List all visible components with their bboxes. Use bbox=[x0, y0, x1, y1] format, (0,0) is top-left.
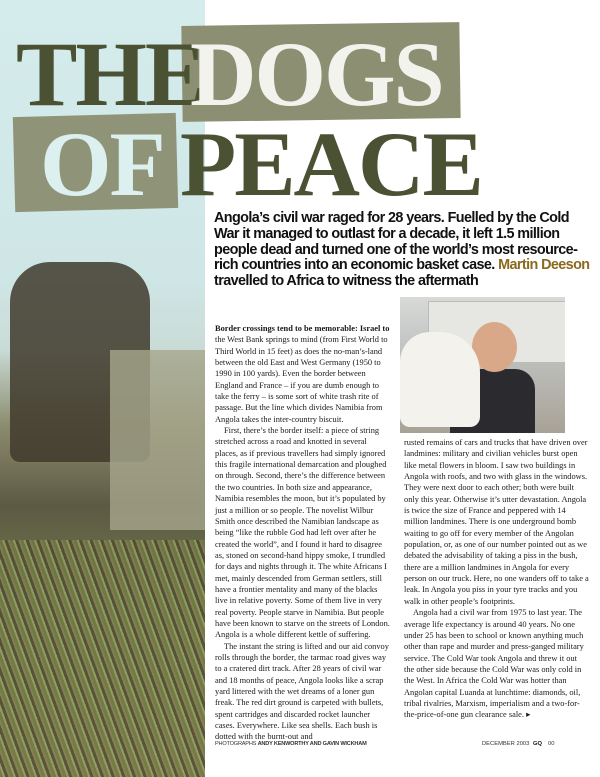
paragraph bbox=[215, 323, 390, 425]
folio bbox=[482, 741, 554, 747]
body-column-2 bbox=[404, 437, 589, 721]
credit-label: PHOTOGRAPHS bbox=[215, 741, 258, 747]
standfirst bbox=[214, 211, 594, 290]
sack-shape bbox=[400, 332, 480, 427]
title-peace: PEACE bbox=[180, 113, 482, 215]
body-column-1 bbox=[215, 323, 390, 743]
paragraph: First, there’s the border itself: a piece of string stretched across a road and knotted in several places, as if previous travellers had simply ignored this fragile international demarcation and ploughed on through. Second, there’s the difference between the two countries. In both size and appearance, Namibia resembles the moon, but it’s populated by just a million or so people. The novelist Wilbur Smith once described the Namibian landscape as being “like the rubble God had left over after he created the world”, and I found it hard to disagree as, stoned on second-hand hippy smoke, I trundled for days and nights through it. The white Africans I met, mainly descended from German settlers, still have a frontier mentality and many of the blacks live in relative poverty. Some of them live in very real poverty. People starve in Namibia. But people have been known to starve on the streets of London. Angola is a whole different kettle of suffering. bbox=[215, 426, 390, 640]
lead-in: Border crossings tend to be memorable: Israel to bbox=[215, 324, 390, 333]
grass-foreground bbox=[0, 540, 205, 777]
issue-date: DECEMBER 2003 bbox=[482, 741, 530, 747]
tank-shape bbox=[110, 350, 205, 530]
gq-logo: GQ bbox=[533, 741, 543, 747]
title-the: THE bbox=[16, 23, 205, 125]
standfirst-text-2: travelled to Africa to witness the aftermath bbox=[214, 273, 479, 290]
page-number: 00 bbox=[548, 741, 555, 747]
photo-credit bbox=[215, 741, 367, 747]
paragraph-text: the West Bank springs to mind (from First World to Third World in 15 feet) as does the no-man’s-land between the old East and West Germany (1950 to 1990 in 100 yards). Even the border between England and France – if you are dumb enough to take the ferry – is some sort of white trash rite of passage. But the line which divides Namibia from Angola takes the inter-country biscuit. bbox=[215, 335, 388, 424]
title-of: OF bbox=[40, 113, 164, 215]
aid-worker-photo bbox=[400, 297, 565, 433]
credit-names: ANDY KENWORTHY AND GAVIN WICKHAM bbox=[257, 741, 367, 747]
author-name: Martin Deeson bbox=[498, 257, 590, 274]
standfirst-text: Angola’s civil war raged for 28 years. Fuelled by the Cold War it managed to outlast for a decade, it left 1.5 million people dead and turned one of the world’s most resource-rich countries into an economic basket case. bbox=[214, 210, 578, 274]
paragraph: Angola had a civil war from 1975 to last year. The average life expectancy is around 40 years. No one under 25 has been to school or known anything much other than rape and murder and press-ganged military service. The Cold War took Angola and threw it out the other side because the Cold War was only cold in the West. In Africa the Cold War was hotter than Angolan capital Luanda at lunchtime: diamonds, oil, tribal rivalries, Marxism, imperialism and a two-for-the-price-of-one gun clearance sale. ▸ bbox=[404, 608, 584, 720]
title-dogs: DOGS bbox=[190, 23, 443, 125]
paragraph: rusted remains of cars and trucks that have driven over landmines: military and civilian vehicles burst open like metal flowers in bloom. I saw two buildings in Angola with roofs, and two with glass in the windows. They were next door to each other; both were built only this year. Otherwise it’s utter devastation. Angola is twice the size of France and peppered with 14 million landmines. There is one underground bomb waiting to go off for every member of the Angolan population, or, as one of our number pointed out as we debated the advisability of taking a piss in the bush, there are a million landmines in Angola for every person on our truck. Here, no one wanders off to take a leak. In Angola you piss in your tyre tracks and you walk in other people’s footprints. bbox=[404, 438, 589, 606]
paragraph: The instant the string is lifted and our aid convoy rolls through the border, the tarmac road gives way to a cratered dirt track. After 28 years of civil war and 18 months of peace, Angola looks like a scrap yard littered with the wet dreams of a loner gun freak. The red dirt ground is carpeted with bullets, spent cartridges and discarded rocket launcher cases. Everywhere. Like sea shells. Each bush is dotted with the burnt-out and bbox=[215, 641, 389, 742]
